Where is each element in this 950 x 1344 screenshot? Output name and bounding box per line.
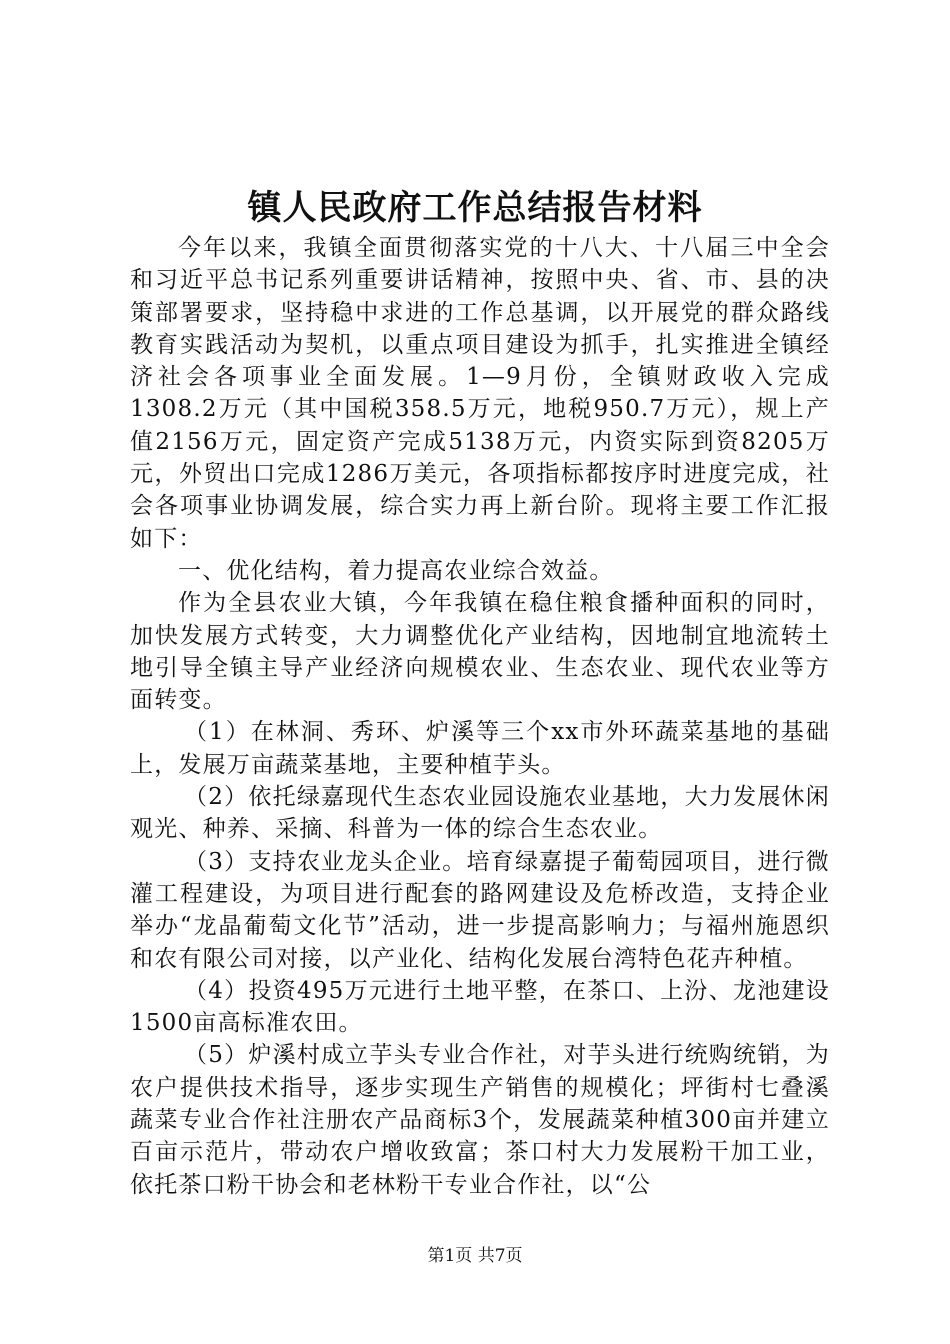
- document-body: [130, 232, 830, 1201]
- section-1-paragraph: 作为全县农业大镇，今年我镇在稳住粮食播种面积的同时，加快发展方式转变，大力调整优化产业结构，因地制宜地流转土地引导全镇主导产业经济向规模农业、生态农业、现代农业等方面转变。: [130, 590, 830, 714]
- intro-paragraph: 今年以来，我镇全面贯彻落实党的十八大、十八届三中全会和习近平总书记系列重要讲话精神，按照中央、省、市、县的决策部署要求，坚持稳中求进的工作总基调，以开展党的群众路线教育实践活动为契机，以重点项目建设为抓手，扎实推进全镇经济社会各项事业全面发展。1—9月份，全镇财政收入完成1308.2万元（其中国税358.5万元，地税950.7万元），规上产值2156万元，固定资产完成5138万元，内资实际到资8205万元，外贸出口完成1286万美元，各项指标都按序时进度完成，社会各项事业协调发展，综合实力再上新台阶。现将主要工作汇报如下：: [130, 235, 830, 552]
- list-item-4: （4）投资495万元进行土地平整，在茶口、上汾、龙池建设1500亩高标准农田。: [130, 977, 830, 1037]
- list-item-2: （2）依托绿嘉现代生态农业园设施农业基地，大力发展休闲观光、种养、采摘、科普为一体的综合生态农业。: [130, 784, 830, 843]
- list-item-1: （1）在林洞、秀环、炉溪等三个xx市外环蔬菜基地的基础上，发展万亩蔬菜基地，主要种植芋头。: [130, 719, 830, 778]
- page-number-footer: 第1页 共7页: [427, 1246, 523, 1266]
- list-item-5: （5）炉溪村成立芋头专业合作社，对芋头进行统购统销，为农户提供技术指导，逐步实现生产销售的规模化；坪街村七叠溪蔬菜专业合作社注册农产品商标3个，发展蔬菜种植300亩并建立百亩示范片，带动农户增收致富；茶口村大力发展粉干加工业，依托茶口粉干协会和老林粉干专业合作社，以“公: [130, 1042, 830, 1198]
- document-title: 镇人民政府工作总结报告材料: [247, 188, 703, 228]
- section-heading-1: 一、优化结构，着力提高农业综合效益。: [178, 557, 614, 584]
- list-item-3: （3）支持农业龙头企业。培育绿嘉提子葡萄园项目，进行微灌工程建设，为项目进行配套的路网建设及危桥改造，支持企业举办“龙晶葡萄文化节”活动，进一步提高影响力；与福州施恩织和农有限公司对接，以产业化、结构化发展台湾特色花卉种植。: [130, 848, 830, 972]
